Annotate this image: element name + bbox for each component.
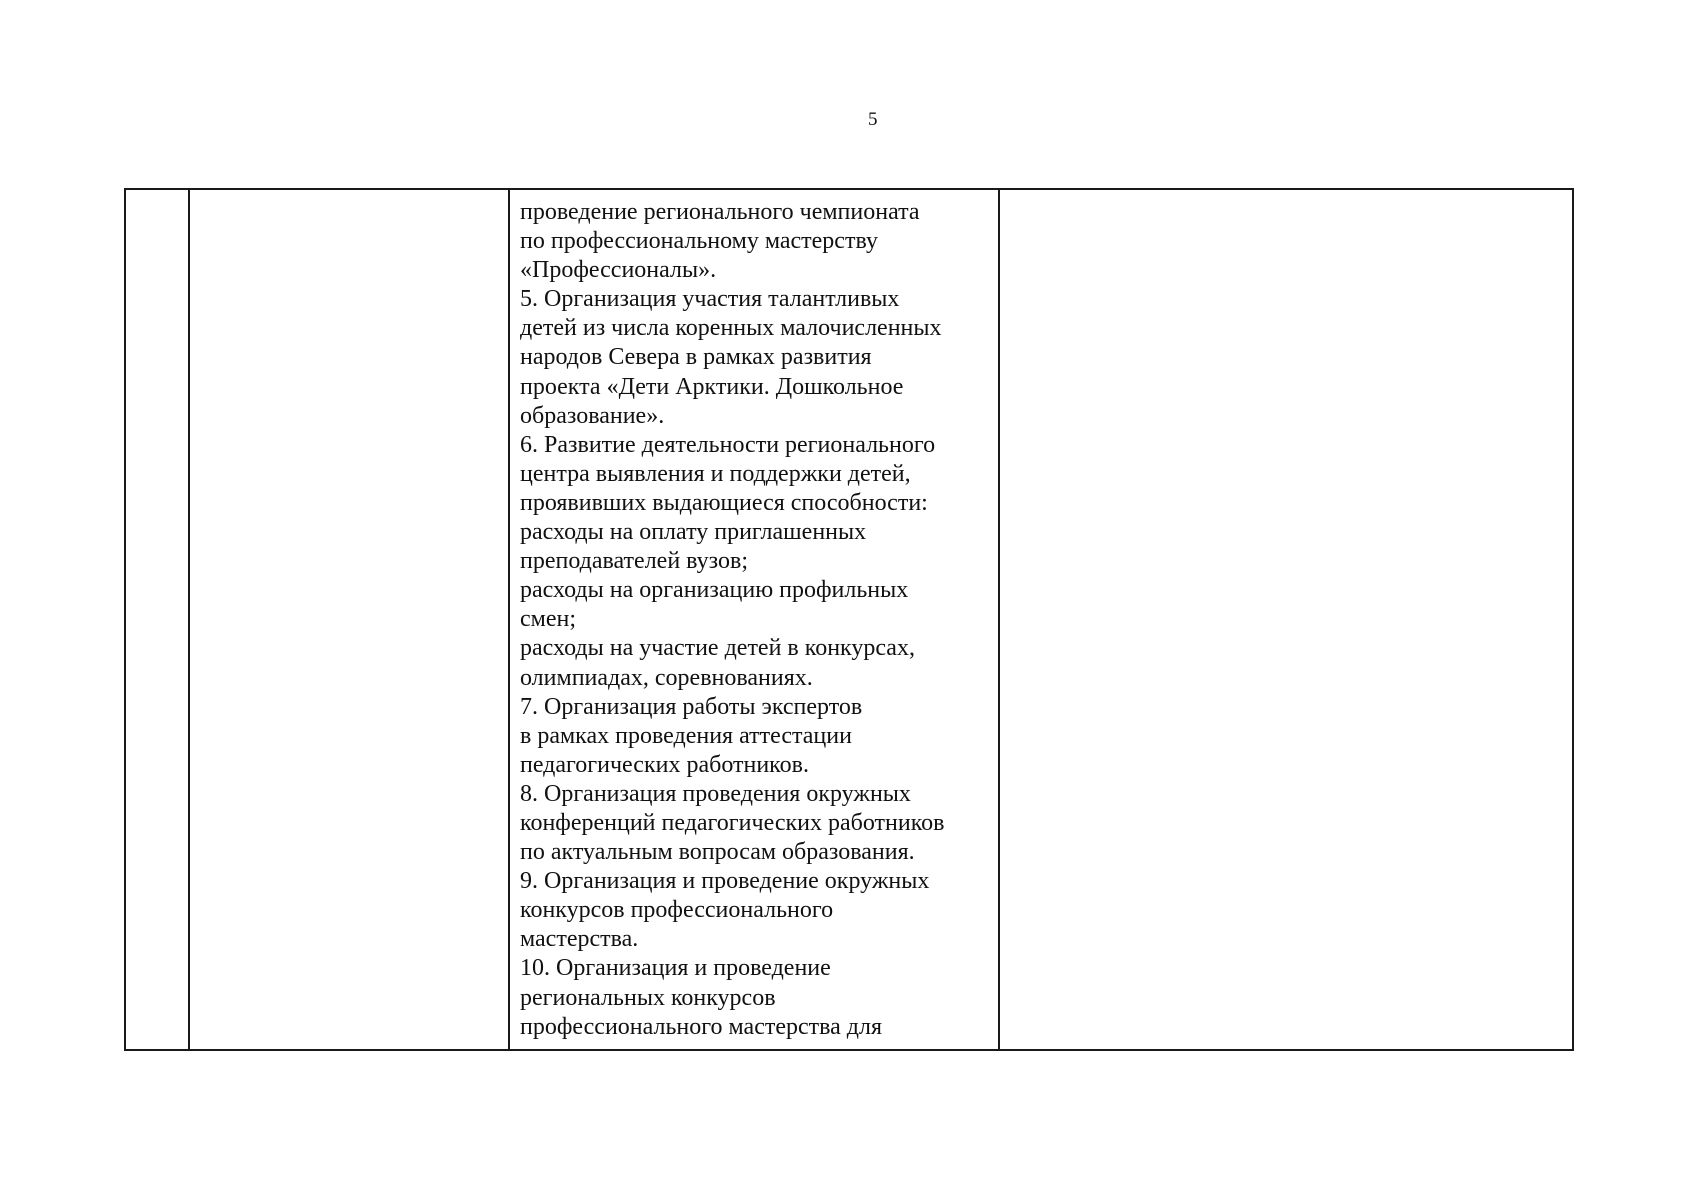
document-table [124,188,1574,1051]
page-number: 5 [868,109,878,130]
table-cell-activities: проведение регионального чемпионата по профессиональному мастерству «Профессионалы». 5. Организация участия талантливых детей из числа коренных малочисленных народов Севера в рамках развития проекта «Дети Арктики. Дошкольное образование». 6. Развитие деятельности регионального центра выявления и поддержки детей, проявивших выдающиеся способности: расходы на оплату приглашенных преподавателей вузов; расходы на организацию профильных смен; расходы на участие детей в конкурсах, олимпиадах, соревнованиях. 7. Организация работы экспертов в рамках проведения аттестации педагогических работников. 8. Организация проведения окружных конференций педагогических работников по актуальным вопросам образования. 9. Организация и проведение окружных конкурсов профессионального мастерства. 10. Организация и проведение региональных конкурсов профессионального мастерства для [520,199,945,1040]
column-divider [998,190,1000,1049]
column-divider [188,190,190,1049]
column-divider [508,190,510,1049]
